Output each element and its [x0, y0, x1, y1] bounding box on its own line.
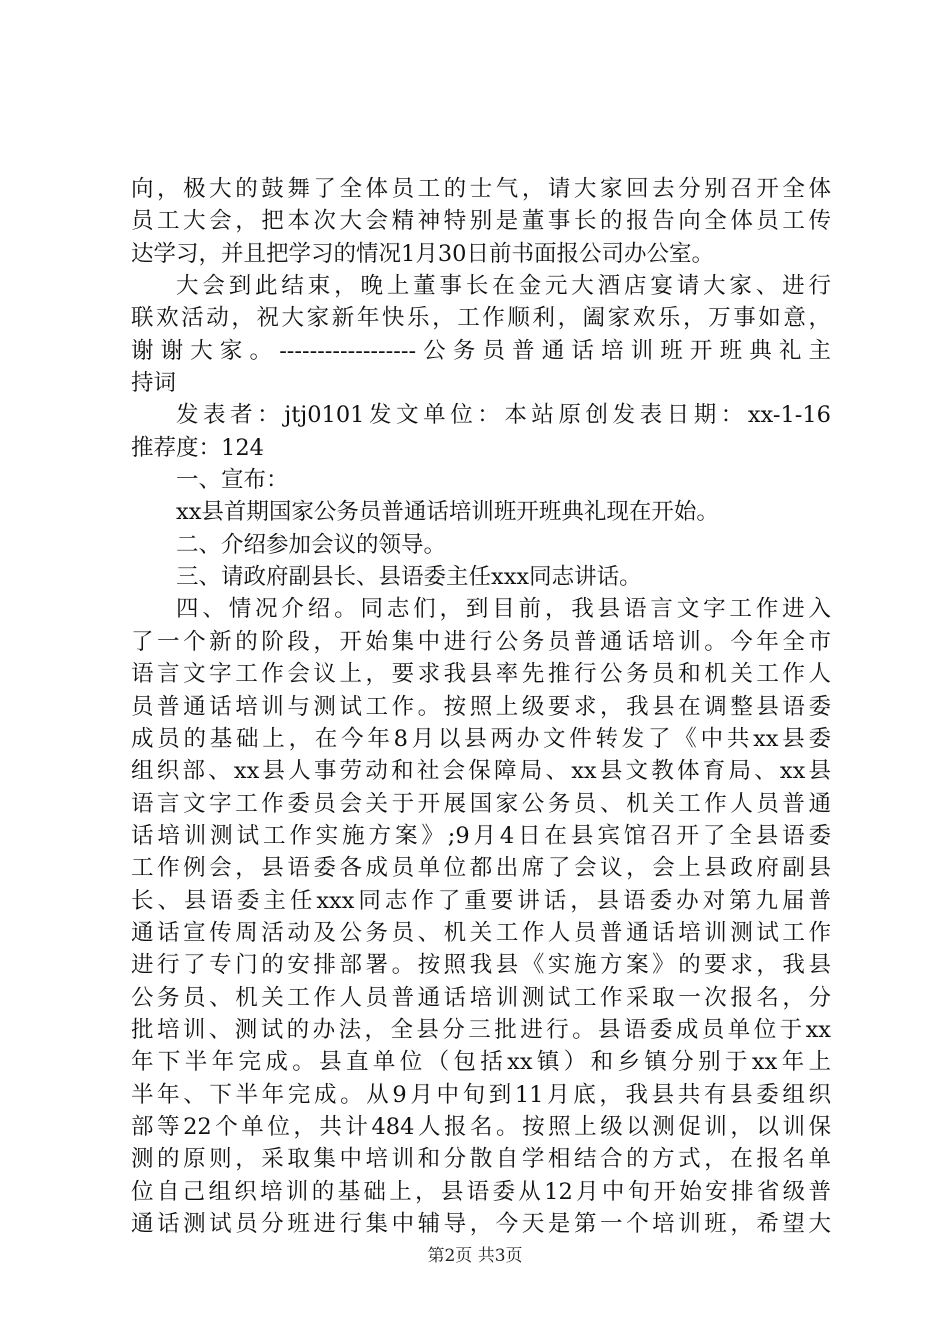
text-line: 达学习，并且把学习的情况1月30日前书面报公司办公室。 [131, 240, 714, 267]
text-line: 联欢活动，祝大家新年快乐，工作顺利，阖家欢乐，万事如意， [131, 305, 831, 332]
text-line: 公务员、机关工作人员普通话培训测试工作采取一次报名，分 [131, 984, 831, 1011]
body-text [131, 173, 831, 1240]
text-line: 位自己组织培训的基础上，县语委从12月中旬开始安排省级普 [131, 1178, 831, 1205]
text-line: 成员的基础上，在今年8月以县两办文件转发了《中共xx县委 [131, 725, 831, 752]
text-line: 一、宣布： [176, 467, 289, 494]
text-line: 通话宣传周活动及公务员、机关工作人员普通话培训测试工作 [131, 919, 831, 946]
text-line: 四、情况介绍。同志们，到目前，我县语言文字工作进入 [176, 596, 831, 623]
text-line: 部等22个单位，共计484人报名。按照上级以测促训，以训保 [131, 1113, 831, 1140]
text-line: 组织部、xx县人事劳动和社会保障局、xx县文教体育局、xx县 [131, 758, 831, 785]
text-line: 语言文字工作会议上，要求我县率先推行公务员和机关工作人 [131, 661, 831, 688]
text-line: 工作例会，县语委各成员单位都出席了会议，会上县政府副县 [131, 855, 831, 882]
text-line: 三、请政府副县长、县语委主任xxx同志讲话。 [176, 564, 642, 591]
text-line: xx县首期国家公务员普通话培训班开班典礼现在开始。 [176, 499, 719, 526]
text-line: 半年、下半年完成。从9月中旬到11月底，我县共有县委组织 [131, 1081, 831, 1108]
text-line: 进行了专门的安排部署。按照我县《实施方案》的要求，我县 [131, 952, 831, 979]
text-line: 发表者：jtj0101发文单位：本站原创发表日期：xx-1-16 [176, 402, 831, 429]
text-line: 批培训、测试的办法，全县分三批进行。县语委成员单位于xx [131, 1016, 831, 1043]
text-line: 推荐度：124 [131, 434, 264, 461]
text-line: 通话测试员分班进行集中辅导，今天是第一个培训班，希望大 [131, 1211, 831, 1237]
text-line: 了一个新的阶段，开始集中进行公务员普通话培训。今年全市 [131, 628, 831, 655]
page-footer: 第2页 共3页 [427, 1246, 523, 1266]
text-line: 持词 [131, 370, 177, 397]
text-line: 向，极大的鼓舞了全体员工的士气，请大家回去分别召开全体 [131, 176, 831, 202]
text-line: 话培训测试工作实施方案》;9月4日在县宾馆召开了全县语委 [131, 822, 831, 849]
text-line: 长、县语委主任xxx同志作了重要讲话，县语委办对第九届普 [131, 887, 831, 914]
text-line: 年下半年完成。县直单位（包括xx镇）和乡镇分别于xx年上 [131, 1049, 831, 1076]
text-line: 语言文字工作委员会关于开展国家公务员、机关工作人员普通 [131, 790, 831, 817]
text-line: 员工大会，把本次大会精神特别是董事长的报告向全体员工传 [131, 208, 831, 235]
text-line: 大会到此结束，晚上董事长在金元大酒店宴请大家、进行 [176, 273, 831, 300]
text-line: 员普通话培训与测试工作。按照上级要求，我县在调整县语委 [131, 693, 831, 720]
text-line: 二、介绍参加会议的领导。 [176, 531, 447, 558]
text-line: 谢谢大家。------------------公务员普通话培训班开班典礼主 [131, 337, 831, 364]
text-line: 测的原则，采取集中培训和分散自学相结合的方式，在报名单 [131, 1146, 831, 1173]
